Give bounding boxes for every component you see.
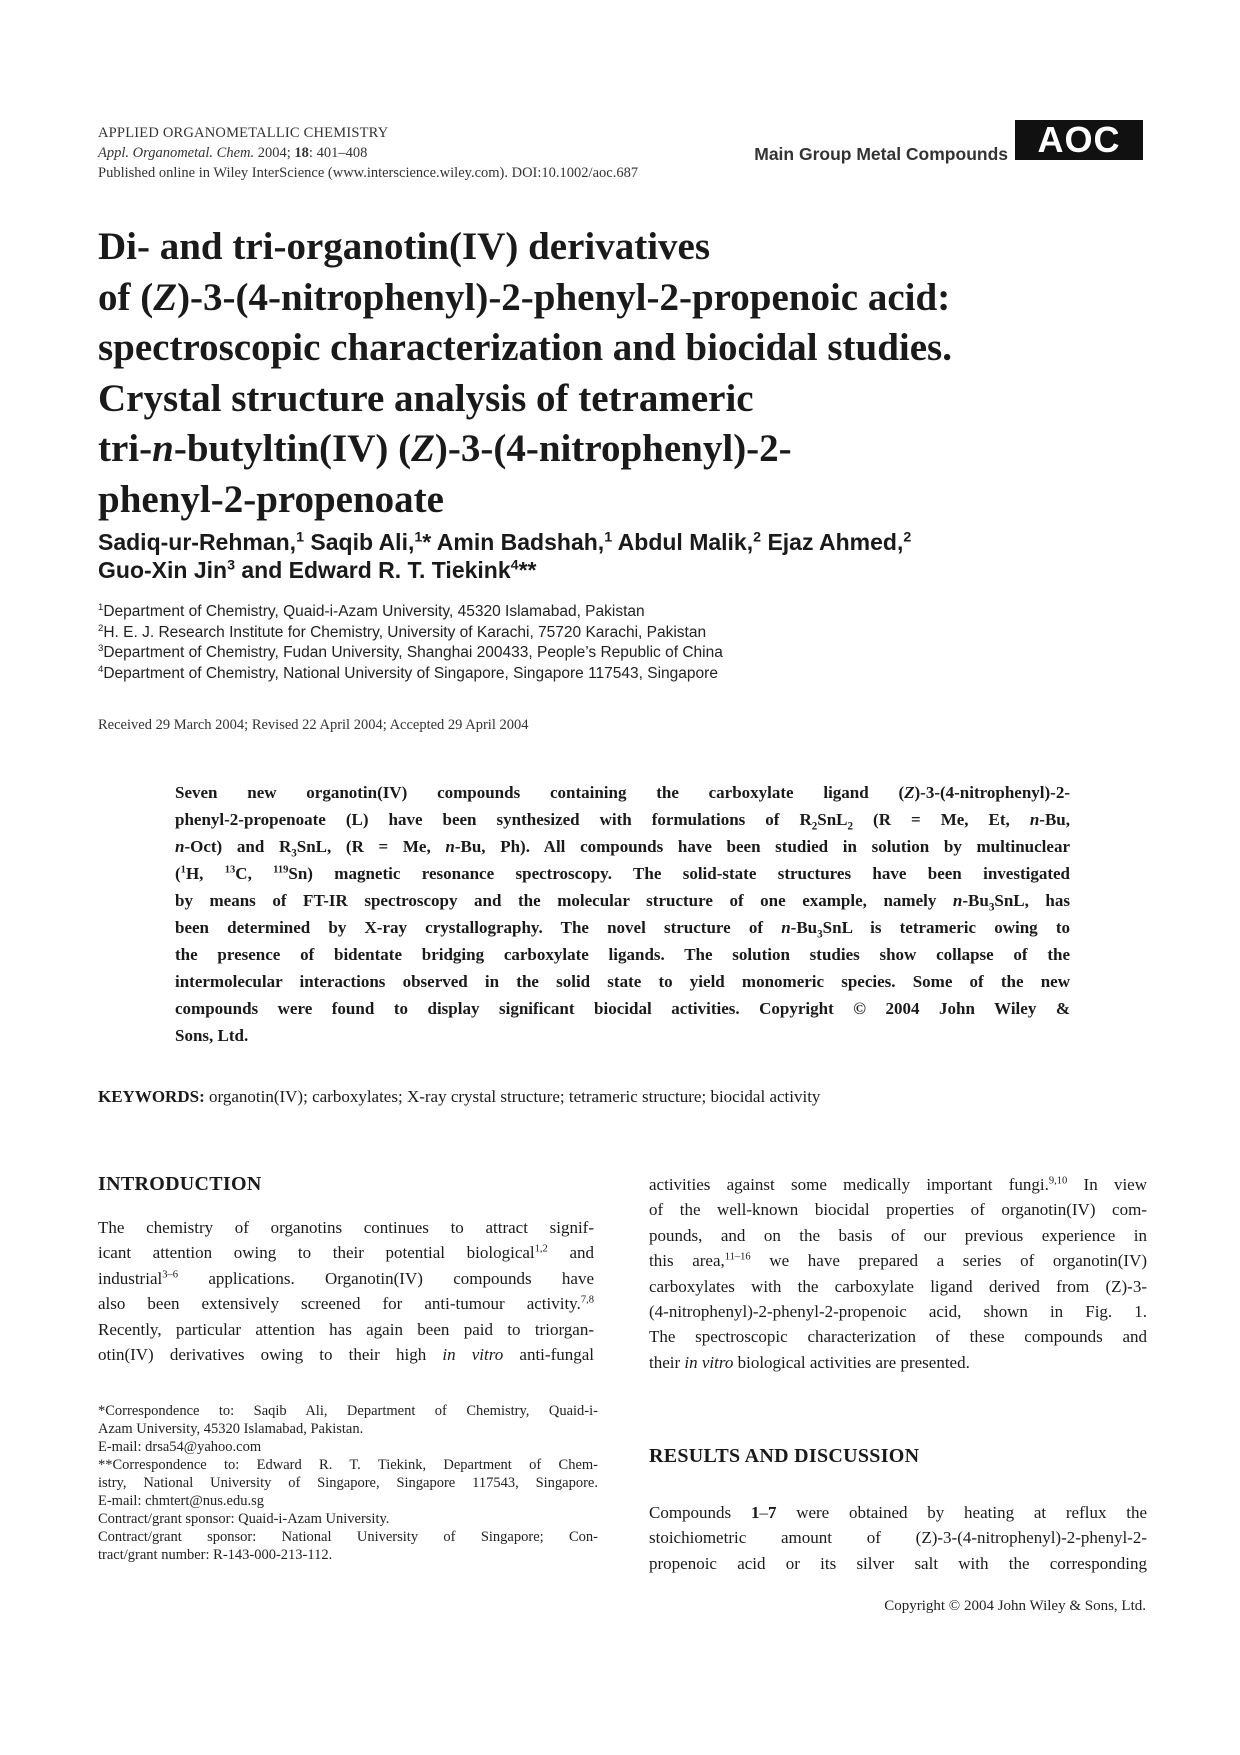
affiliation-list <box>98 602 723 684</box>
copyright-notice: Copyright © 2004 John Wiley & Sons, Ltd. <box>884 1598 1146 1614</box>
affiliation-item: $^2$H. E. J. Research Institute for Chemistry, University of Karachi, 75720 Karachi, Pakistan <box>98 622 707 641</box>
keywords-line <box>98 1087 820 1107</box>
affiliation-item: $^3$Department of Chemistry, Fudan University, Shanghai 200433, People’s Republic of China <box>98 642 723 661</box>
citation-line: Appl. Organometal. Chem. 2004; 18: 401–408 <box>98 145 368 161</box>
affiliation-item: $^4$Department of Chemistry, National University of Singapore, Singapore 117543, Singapore <box>98 663 718 682</box>
introduction-paragraph: The chemistry of organotins continues to attract signif- icant attention owing to their potential biological$^{1,2}$ and industrial$^{3-6}$ applications. Organotin(IV) compounds have also been extensively screened for anti-tumour activity.$^{7,8}$ Recently, particular attention has again been paid to triorgan- otin(IV) derivatives owing to their high in vitro anti-fungal <box>98 1218 594 1365</box>
keywords-label: KEYWORDS: <box>98 1087 205 1106</box>
email-link[interactable]: E-mail: chmtert@nus.edu.sg <box>98 1493 264 1509</box>
published-online-line: Published online in Wiley InterScience (www.interscience.wiley.com). DOI:10.1002/aoc.687 <box>98 165 639 181</box>
section-label: Main Group Metal Compounds <box>754 144 1008 164</box>
results-paragraph: Compounds 1–7 were obtained by heating at reflux the stoichiometric amount of (Z)-3-(4-nitrophenyl)-2-phenyl-2- propenoic acid or its silver salt with the corresponding <box>649 1503 1147 1573</box>
journal-name: APPLIED ORGANOMETALLIC CHEMISTRY <box>98 125 389 141</box>
results-heading: RESULTS AND DISCUSSION <box>649 1445 920 1467</box>
introduction-continued-paragraph: activities against some medically important fungi.$^{9,10}$ In view of the well-known biocidal properties of organotin(IV) com- pounds, and on the basis of our previous experience in this area,$^{11-16}$ we have prepared a series of organotin(IV) carboxylates with the carboxylate ligand derived from (Z)-3- (4-nitrophenyl)-2-phenyl-2-propenoic acid, shown in Fig. 1. The spectroscopic characterization of these compounds and their in vitro biological activities are presented. <box>649 1175 1148 1372</box>
journal-logo: AOC <box>1015 120 1143 160</box>
correspondence-footnotes: *Correspondence to: Saqib Ali, Department of Chemistry, Quaid-i- Azam University, 45320 Islamabad, Pakistan. E-mail: drsa54@yahoo.com **Correspondence to: Edward R. T. Tiekink, Department of Chem- istry, National University of Singapore, Singapore 117543, Singapore. E-mail: chmtert@nus.edu.sg Contract/grant sponsor: Quaid-i-Azam University. Contract/grant sponsor: National University of Singapore; Con- tract/grant number: R-143-000-213-112. <box>98 1403 598 1563</box>
author-list: Sadiq-ur-Rehman,$^1$ Saqib Ali,$^1$* Amin Badshah,$^1$ Abdul Malik,$^2$ Ejaz Ahmed,$^2$ Guo-Xin Jin$^3$ and Edward R. T. Tiekink$^4$** <box>98 529 912 583</box>
citation-journal: Appl. Organometal. Chem. <box>98 145 255 161</box>
submission-dates: Received 29 March 2004; Revised 22 April 2004; Accepted 29 April 2004 <box>98 717 529 733</box>
article-title: Di- and tri-organotin(IV) derivatives of (Z)-3-(4-nitrophenyl)-2-phenyl-2-propenoic acid: spectroscopic characterization and biocidal studies. Crystal structure analysis of tetrameric tri-n-butyltin(IV) (Z)-3-(4-nitrophenyl)-2- phenyl-2-propenoate <box>98 225 952 521</box>
abstract: Seven new organotin(IV) compounds containing the carboxylate ligand (Z)-3-(4-nitrophenyl)-2- phenyl-2-propenoate (L) have been synthesized with formulations of $R_2SnL_2$ (R = Me, Et, n-Bu, n-Oct) and $R_3SnL$, (R = Me, n-Bu, Ph). All compounds have been studied in solution by multinuclear ($^1$H, $^{13}$C, $^{119}$Sn) magnetic resonance spectroscopy. The solid-state structures have been investigated by means of FT-IR spectroscopy and the molecular structure of one example, namely $n-Bu_3SnL$, has been determined by X-ray crystallography. The novel structure of $n-Bu_3SnL$ is tetrameric owing to the presence of bidentate bridging carboxylate ligands. The solution studies show collapse of the intermolecular interactions observed in the solid state to yield monomeric species. Some of the new compounds were found to display significant biocidal activities. Copyright © 2004 John Wiley & Sons, Ltd. <box>175 783 1071 1045</box>
affiliation-item: $^1$Department of Chemistry, Quaid-i-Azam University, 45320 Islamabad, Pakistan <box>98 601 645 620</box>
citation-volume: 18 <box>294 145 309 161</box>
keywords-text: organotin(IV); carboxylates; X-ray crystal structure; tetrameric structure; biocidal activity <box>204 1087 821 1106</box>
email-link[interactable]: E-mail: drsa54@yahoo.com <box>98 1439 262 1455</box>
introduction-heading: INTRODUCTION <box>98 1173 262 1195</box>
